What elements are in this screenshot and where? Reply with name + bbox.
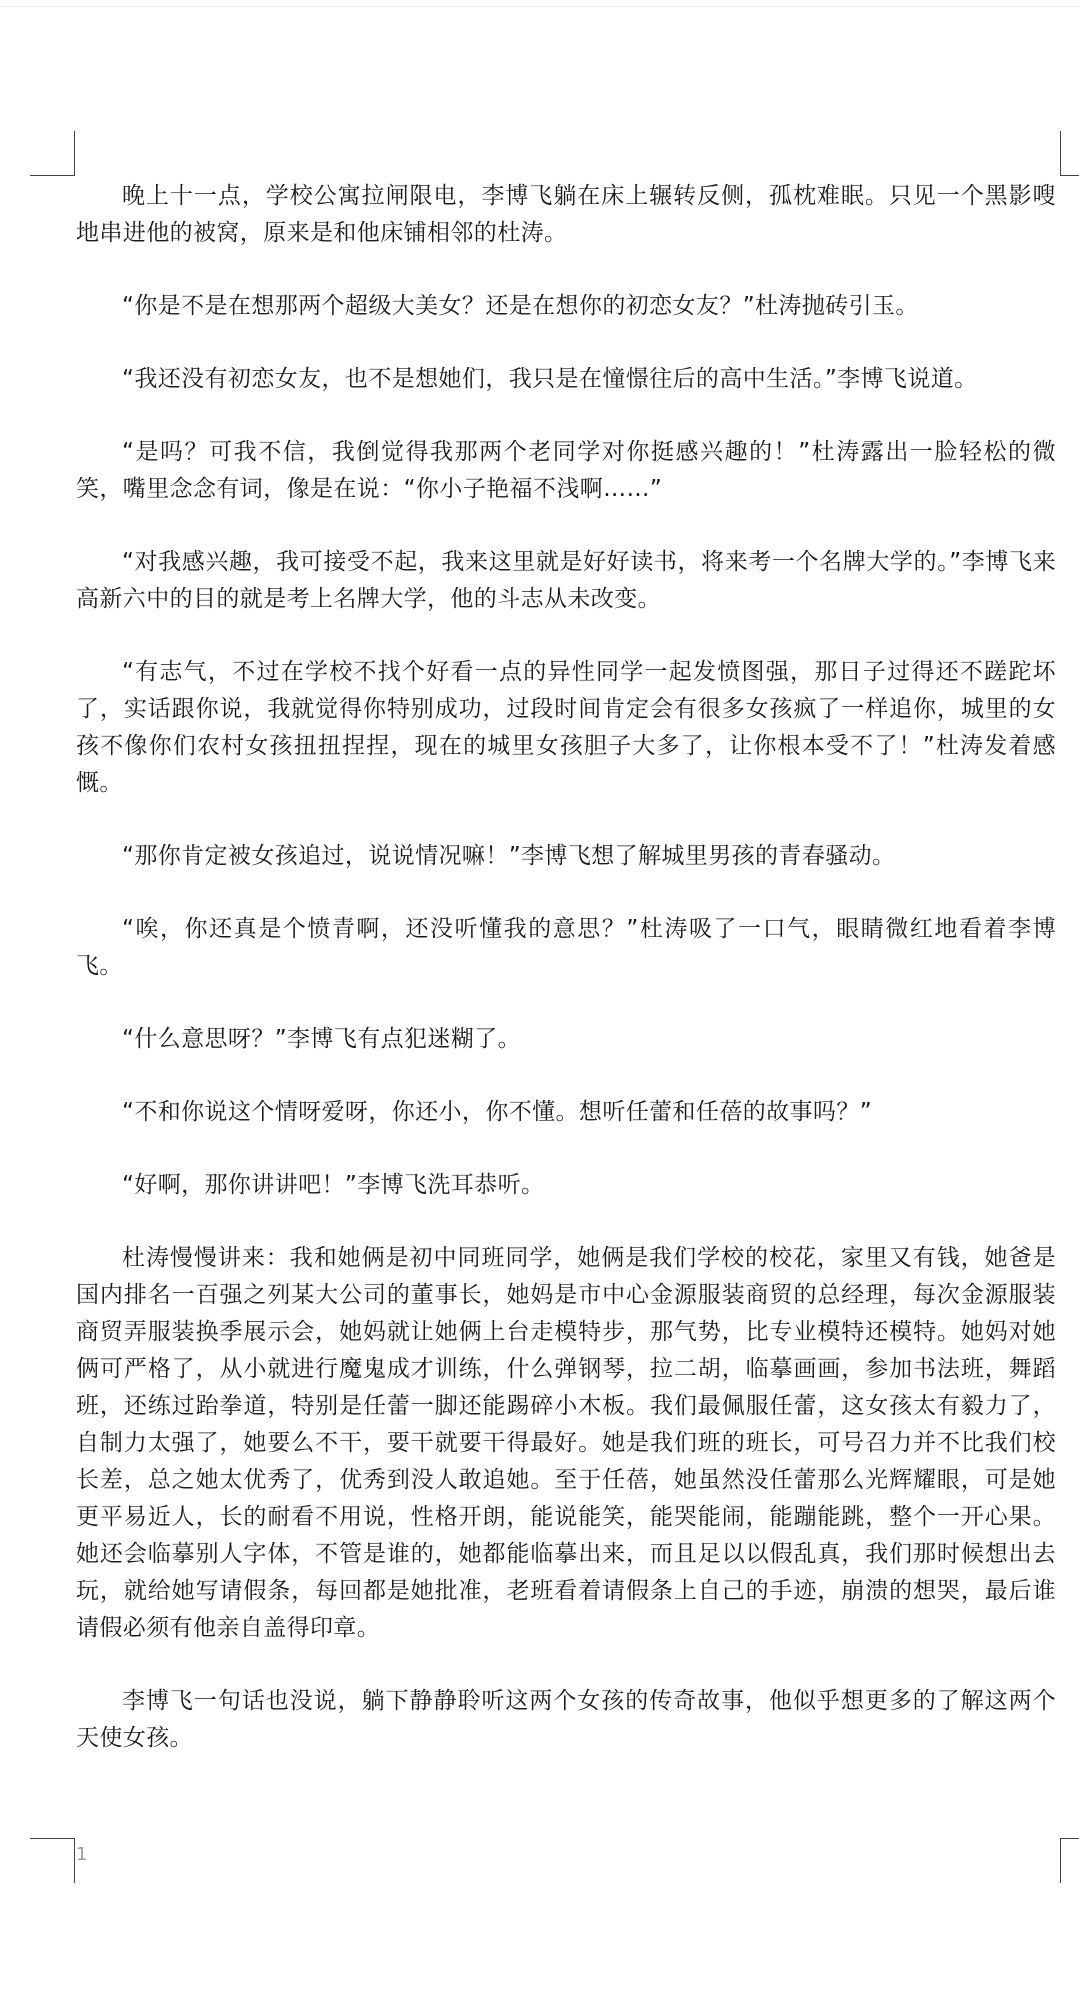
paragraph: “唉，你还真是个愤青啊，还没听懂我的意思？”杜涛吸了一口气，眼睛微红地看着李博飞。	[76, 916, 1056, 979]
paragraph: 晚上十一点，学校公寓拉闸限电，李博飞躺在床上辗转反侧，孤枕难眠。只见一个黑影嗖地串进他的被窝，原来是和他床铺相邻的杜涛。	[76, 183, 1056, 246]
paragraph: “我还没有初恋女友，也不是想她们，我只是在憧憬往后的高中生活。”李博飞说道。	[122, 366, 978, 392]
paragraph: “什么意思呀？”李博飞有点犯迷糊了。	[122, 1026, 522, 1052]
paragraph: “那你肯定被女孩追过，说说情况嘛！”李博飞想了解城里男孩的青春骚动。	[122, 843, 896, 869]
paragraph: “对我感兴趣，我可接受不起，我来这里就是好好读书，将来考一个名牌大学的。”李博飞来高新六中的目的就是考上名牌大学，他的斗志从未改变。	[76, 549, 1056, 612]
paragraph: “你是不是在想那两个超级大美女？还是在想你的初恋女友？”杜涛抛砖引玉。	[122, 293, 919, 319]
crop-mark-bottom-right	[1060, 1838, 1079, 1883]
paragraph: 杜涛慢慢讲来：我和她俩是初中同班同学，她俩是我们学校的校花，家里又有钱，她爸是国内排名一百强之列某大公司的董事长，她妈是市中心金源服装商贸的总经理，每次金源服装商贸弄服装换季展示会，她妈就让她俩上台走模特步，那气势，比专业模特还模特。她妈对她俩可严格了，从小就进行魔鬼成才训练，什么弹钢琴，拉二胡，临摹画画，参加书法班，舞蹈班，还练过跆拳道，特别是任蕾一脚还能踢碎小木板。我们最佩服任蕾，这女孩太有毅力了，自制力太强了，她要么不干，要干就要干得最好。她是我们班的班长，可号召力并不比我们校长差，总之她太优秀了，优秀到没人敢追她。至于任蓓，她虽然没任蕾那么光辉耀眼，可是她更平易近人，长的耐看不用说，性格开朗，能说能笑，能哭能闹，能蹦能跳，整个一开心果。她还会临摹别人字体，不管是谁的，她都能临摹出来，而且足以以假乱真，我们那时候想出去玩，就给她写请假条，每回都是她批准，老班看着请假条上自己的手迹，崩溃的想哭，最后谁请假必须有他亲自盖得印章。	[76, 1245, 1056, 1641]
page-number: 1	[76, 1844, 88, 1865]
crop-mark-bottom-left	[30, 1838, 75, 1883]
document-body	[76, 178, 1056, 1793]
paragraph: 李博飞一句话也没说，躺下静静聆听这两个女孩的传奇故事，他似乎想更多的了解这两个天使女孩。	[76, 1688, 1056, 1751]
page-top-edge	[0, 6, 1079, 7]
paragraph: “有志气，不过在学校不找个好看一点的异性同学一起发愤图强，那日子过得还不蹉跎坏了，实话跟你说，我就觉得你特别成功，过段时间肯定会有很多女孩疯了一样追你，城里的女孩不像你们农村女孩扭扭捏捏，现在的城里女孩胆子大多了，让你根本受不了！”杜涛发着感慨。	[76, 659, 1056, 796]
paragraph: “好啊，那你讲讲吧！”李博飞洗耳恭听。	[122, 1172, 545, 1198]
paragraph: “是吗？可我不信，我倒觉得我那两个老同学对你挺感兴趣的！”杜涛露出一脸轻松的微笑，嘴里念念有词，像是在说：“你小子艳福不浅啊……”	[76, 439, 1056, 502]
paragraph: “不和你说这个情呀爱呀，你还小，你不懂。想听任蕾和任蓓的故事吗？”	[122, 1099, 873, 1125]
crop-mark-top-right	[1060, 131, 1079, 176]
crop-mark-top-left	[30, 131, 75, 176]
